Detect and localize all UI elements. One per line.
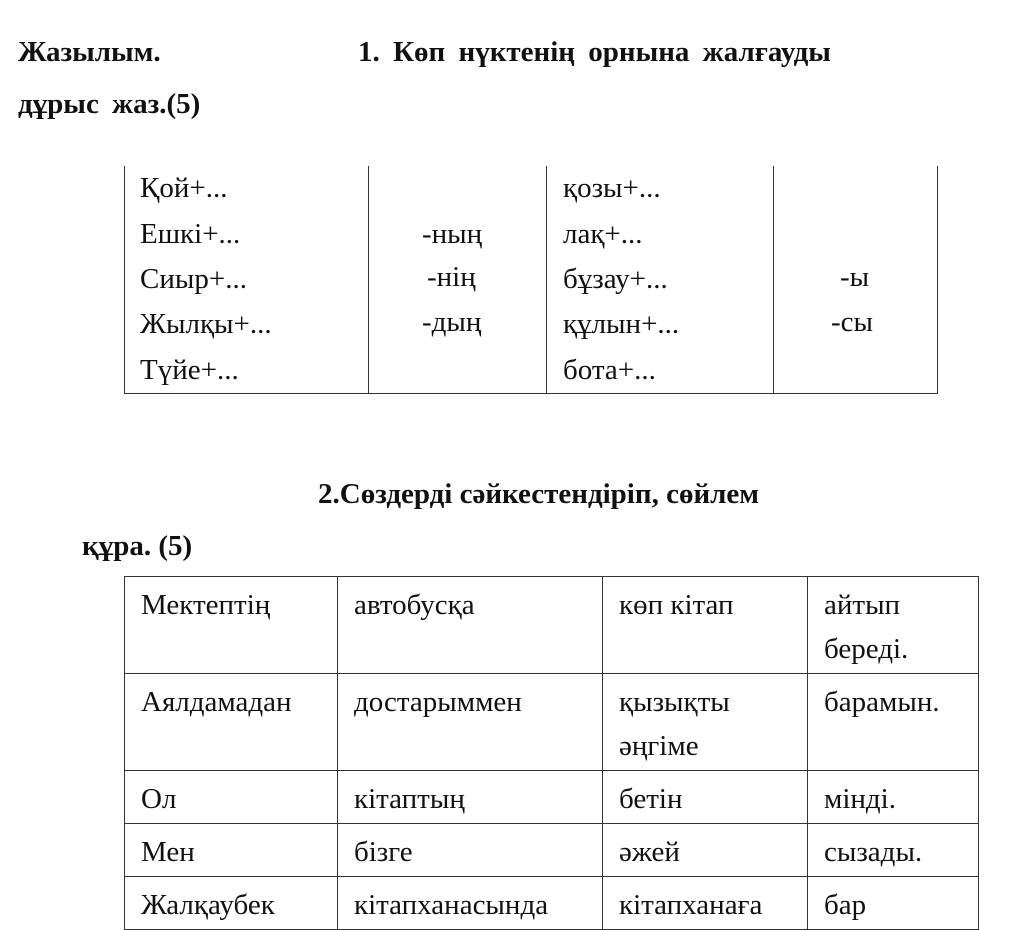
table-divider xyxy=(546,166,547,394)
cell-text: достарыммен xyxy=(354,686,522,718)
table-row xyxy=(125,824,979,877)
cell-text: кітапханаға xyxy=(619,889,763,921)
task2-heading-continued: құра. (5) xyxy=(82,530,193,562)
cell-text: Аялдамадан xyxy=(141,686,292,718)
word-cell: Жылқы+... xyxy=(140,308,272,340)
sentence-matching-table xyxy=(124,576,979,930)
table-cell xyxy=(808,824,979,877)
task1-heading: 1. Көп нүктенің орнына жалғауды xyxy=(358,36,831,68)
table-cell xyxy=(338,674,603,771)
table-divider xyxy=(124,166,125,394)
table-cell xyxy=(125,674,338,771)
table-row xyxy=(125,577,979,674)
table-cell xyxy=(808,674,979,771)
page-title: Жазылым. xyxy=(18,36,161,68)
cell-text: бар xyxy=(824,889,867,921)
table-cell xyxy=(338,877,603,930)
table-cell xyxy=(808,771,979,824)
word-cell: қозы+... xyxy=(563,172,661,204)
table-row xyxy=(125,877,979,930)
table-cell xyxy=(125,877,338,930)
cell-text: бізге xyxy=(354,836,413,868)
ending-cell: -ның xyxy=(422,218,483,250)
table-divider xyxy=(368,166,369,394)
table-cell xyxy=(338,771,603,824)
word-cell: құлын+... xyxy=(563,308,680,340)
cell-text: сызады. xyxy=(824,836,923,868)
cell-text: Ол xyxy=(141,783,177,815)
ending-cell: -дың xyxy=(422,306,482,338)
ending-cell: -нің xyxy=(427,261,476,293)
endings-table xyxy=(124,166,938,394)
word-cell: Ешкі+... xyxy=(140,218,241,250)
cell-text: мінді. xyxy=(824,783,896,815)
table-cell xyxy=(338,577,603,674)
table-cell xyxy=(338,824,603,877)
table-cell xyxy=(603,577,808,674)
word-cell: Сиыр+... xyxy=(140,263,247,295)
cell-text: әжей xyxy=(619,836,680,868)
word-cell: лақ+... xyxy=(563,218,643,250)
cell-text: көп кітап xyxy=(619,589,734,621)
task2-heading: 2.Сөздерді сәйкестендіріп, сөйлем xyxy=(318,478,760,510)
table-cell xyxy=(808,877,979,930)
table-cell xyxy=(125,577,338,674)
table-bottom-border xyxy=(124,393,938,394)
ending-cell: -сы xyxy=(831,306,874,338)
table-cell xyxy=(603,824,808,877)
cell-text: Жалқаубек xyxy=(141,889,275,921)
task1-heading-continued: дұрыс жаз.(5) xyxy=(18,88,201,120)
table-divider xyxy=(937,166,938,394)
cell-text: Мектептің xyxy=(141,589,271,621)
word-cell: Түйе+... xyxy=(140,354,239,386)
cell-text: Мен xyxy=(141,836,195,868)
ending-cell: -ы xyxy=(840,261,870,293)
word-cell: бота+... xyxy=(563,354,656,386)
cell-text: кітаптың xyxy=(354,783,465,815)
table-row xyxy=(125,674,979,771)
word-cell: бұзау+... xyxy=(563,263,668,295)
word-cell: Қой+... xyxy=(140,172,228,204)
cell-text: автобусқа xyxy=(354,589,475,621)
table-cell xyxy=(603,771,808,824)
table-cell xyxy=(603,877,808,930)
table-cell xyxy=(808,577,979,674)
cell-text: қызықты әңгіме xyxy=(619,686,730,762)
table-row xyxy=(125,771,979,824)
cell-text: айтып береді. xyxy=(824,589,909,665)
cell-text: барамын. xyxy=(824,686,940,718)
table-cell xyxy=(125,824,338,877)
table-divider xyxy=(773,166,774,394)
table-cell xyxy=(603,674,808,771)
table-cell xyxy=(125,771,338,824)
cell-text: кітапханасында xyxy=(354,889,549,921)
cell-text: бетін xyxy=(619,783,683,815)
